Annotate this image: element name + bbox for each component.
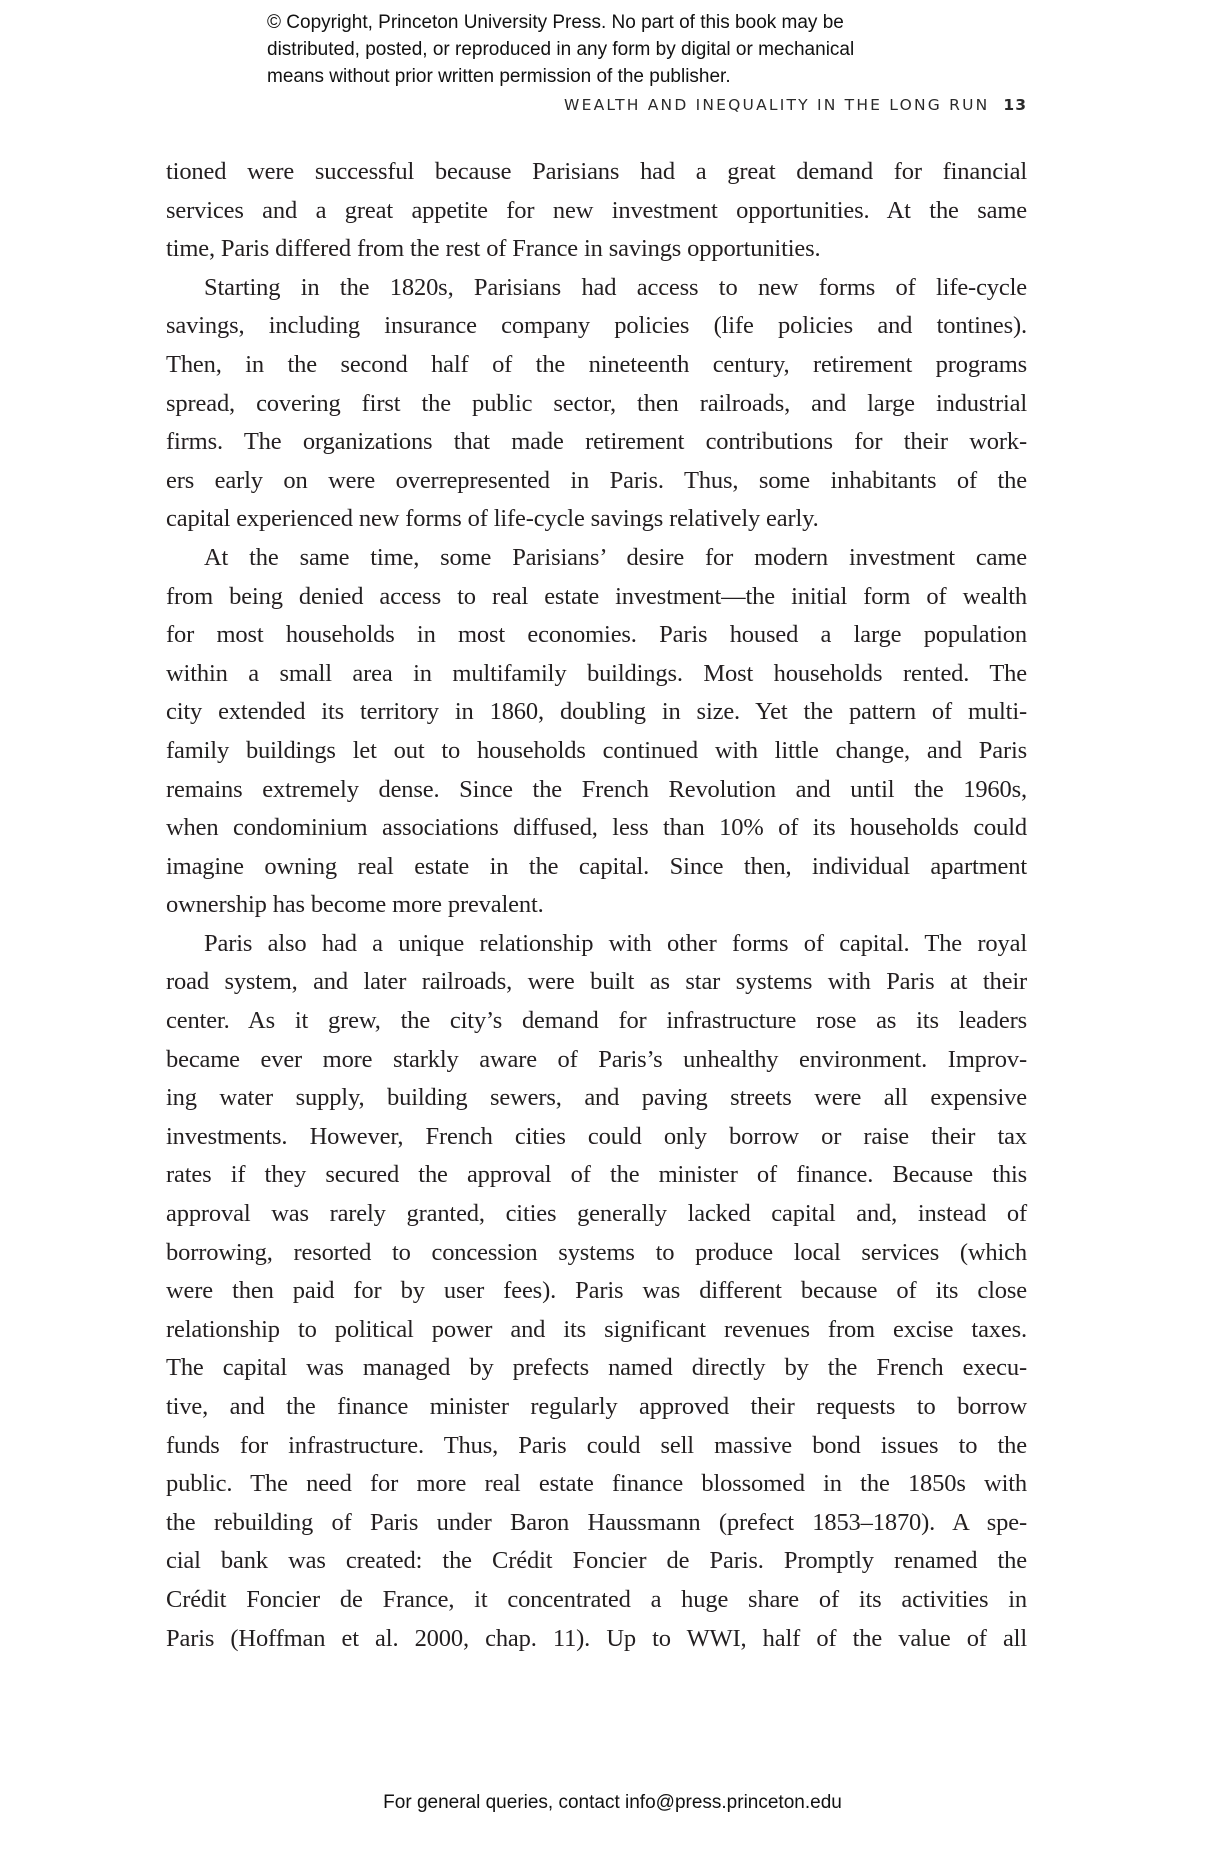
paragraph [166,925,1027,1658]
running-head-title: WEALTH AND INEQUALITY IN THE LONG RUN [564,96,990,114]
text-line: approval was rarely granted, cities generally lacked capital and, instead of [166,1200,1027,1228]
text-line: Starting in the 1820s, Parisians had access to new forms of life-cycle [204,273,1027,301]
text-line: from being denied access to real estate investment—the initial form of wealth [166,582,1027,610]
text-line: borrowing, resorted to concession systems to produce local services (which [166,1238,1027,1266]
running-head [564,96,1027,114]
copyright-notice [267,9,854,90]
text-line: relationship to political power and its significant revenues from excise taxes. [166,1315,1027,1343]
text-line: within a small area in multifamily buildings. Most households rented. The [166,659,1027,687]
text-line: family buildings let out to households continued with little change, and Paris [166,736,1027,764]
text-line: services and a great appetite for new investment opportunities. At the same [166,196,1027,224]
text-line: ers early on were overrepresented in Paris. Thus, some inhabitants of the [166,466,1027,494]
text-line: capital experienced new forms of life-cycle savings relatively early. [166,505,819,533]
text-line: tioned were successful because Parisians had a great demand for financial [166,158,1027,185]
text-line: were then paid for by user fees). Paris was different because of its close [166,1277,1027,1305]
text-line: firms. The organizations that made retirement contributions for their work- [166,428,1027,456]
text-line: city extended its territory in 1860, doubling in size. Yet the pattern of multi- [166,698,1027,726]
text-line: for most households in most economies. Paris housed a large population [166,621,1027,649]
text-line: imagine owning real estate in the capital. Since then, individual apartment [166,852,1027,880]
text-line: remains extremely dense. Since the French Revolution and until the 1960s, [166,775,1027,803]
text-line: Paris also had a unique relationship with other forms of capital. The royal [204,929,1027,957]
text-line: cial bank was created: the Crédit Foncier de Paris. Promptly renamed the [166,1547,1027,1575]
text-line: spread, covering first the public sector, then railroads, and large industrial [166,389,1027,417]
text-line: rates if they secured the approval of the minister of finance. Because this [166,1161,1027,1189]
page-number: 13 [1003,96,1027,114]
text-line: tive, and the finance minister regularly approved their requests to borrow [166,1393,1027,1420]
text-line: became ever more starkly aware of Paris’s unhealthy environment. Improv- [166,1045,1027,1073]
body-text [166,153,1027,1658]
text-line: when condominium associations diffused, less than 10% of its households could [166,814,1027,842]
text-line: Then, in the second half of the nineteenth century, retirement programs [166,350,1027,378]
text-line: road system, and later railroads, were built as star systems with Paris at their [166,968,1027,996]
copyright-line: © Copyright, Princeton University Press. No part of this book may be [267,12,844,33]
text-line: savings, including insurance company policies (life policies and tontines). [166,312,1027,340]
text-line: time, Paris differed from the rest of France in savings opportunities. [166,235,821,263]
copyright-line: means without prior written permission of the publisher. [267,66,731,87]
text-line: Crédit Foncier de France, it concentrated a huge share of its activities in [166,1585,1027,1613]
footer-contact: For general queries, contact info@press.princeton.edu [383,1792,842,1813]
paragraph [166,153,1027,269]
paragraph [166,269,1027,539]
text-line: At the same time, some Parisians’ desire for modern investment came [204,543,1027,571]
text-line: ing water supply, building sewers, and paving streets were all expensive [166,1084,1027,1112]
text-line: funds for infrastructure. Thus, Paris could sell massive bond issues to the [166,1431,1027,1459]
text-line: public. The need for more real estate finance blossomed in the 1850s with [166,1470,1027,1498]
copyright-line: distributed, posted, or reproduced in any form by digital or mechanical [267,39,855,60]
text-line: ownership has become more prevalent. [166,891,544,919]
text-line: center. As it grew, the city’s demand for infrastructure rose as its leaders [166,1007,1027,1035]
paragraph [166,539,1027,925]
text-line: The capital was managed by prefects named directly by the French execu- [166,1354,1027,1382]
text-line: investments. However, French cities could only borrow or raise their tax [166,1122,1027,1150]
text-line: Paris (Hoffman et al. 2000, chap. 11). Up to WWI, half of the value of all [166,1624,1027,1652]
text-line: the rebuilding of Paris under Baron Haussmann (prefect 1853–1870). A spe- [166,1508,1027,1536]
